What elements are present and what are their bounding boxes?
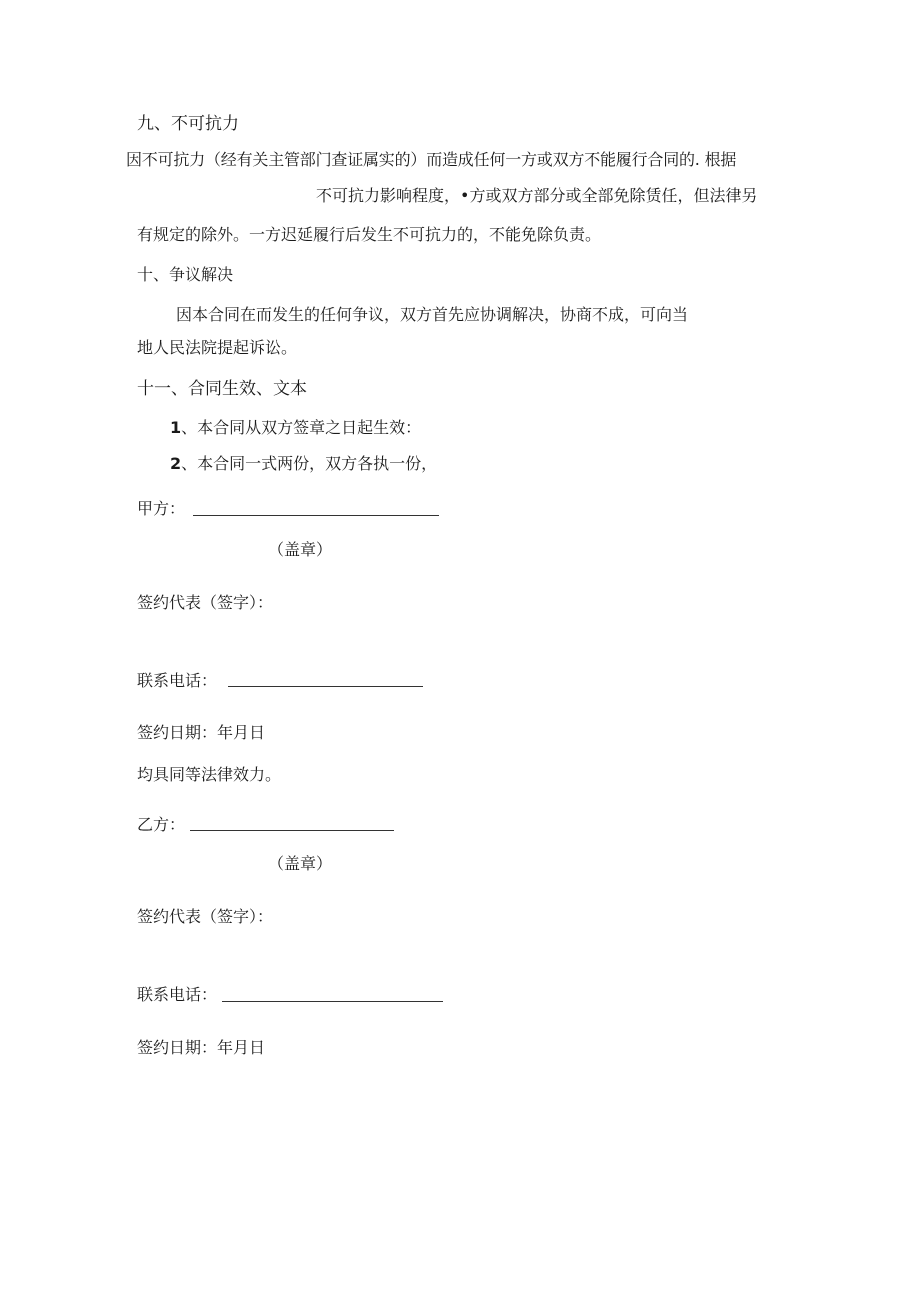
section-9-line-3: 有规定的除外。一方迟延履行后发生不可抗力的，不能免除负责。 (137, 225, 602, 244)
section-10-line-1: 因本合同在而发生的任何争议，双方首先应协调解决，协商不成，可向当 (176, 305, 689, 324)
section-9-line-2: 不可抗力影响程度，•方或双方部分或全部免除赁任，但法律另 (316, 186, 758, 205)
clause-1-text: 、本合同从双方签章之日起生效： (181, 418, 422, 437)
party-b-name-line[interactable] (190, 830, 394, 831)
clause-2-number: 2 (170, 454, 182, 473)
party-a-phone-line[interactable] (228, 686, 423, 687)
party-a-seal: （盖章） (268, 540, 333, 559)
clause-1-number: 1 (170, 418, 182, 437)
section-10-heading: 十、争议解决 (137, 265, 234, 284)
party-a-representative: 签约代表（签字）： (137, 593, 274, 612)
party-b-seal: （盖章） (268, 854, 333, 873)
clause-2-text: 、本合同一式两份，双方各执一份， (181, 454, 438, 473)
party-b-label: 乙方： (137, 815, 186, 834)
section-11-heading: 十一、合同生效、文本 (137, 379, 307, 399)
party-a-phone-label: 联系电话： (137, 671, 218, 690)
party-b-representative: 签约代表（签字）： (137, 907, 274, 926)
party-a-name-line[interactable] (193, 515, 439, 516)
party-b-date: 签约日期：年月日 (137, 1038, 266, 1057)
section-9-heading: 九、不可抗力 (137, 114, 239, 134)
party-b-phone-label: 联系电话： (137, 985, 218, 1004)
section-9-line-1: 因不可抗力（经有关主管部门查证属实的）而造成任何一方或双方不能履行合同的. 根据 (126, 150, 737, 169)
equal-effect-note: 均具同等法律效力。 (137, 765, 282, 784)
clause-2 (170, 454, 437, 474)
party-b-phone-line[interactable] (222, 1001, 443, 1002)
section-10-line-2: 地人民法院提起诉讼。 (137, 338, 298, 357)
clause-1 (170, 418, 421, 438)
party-a-date: 签约日期：年月日 (137, 723, 266, 742)
party-a-label: 甲方： (137, 499, 186, 518)
